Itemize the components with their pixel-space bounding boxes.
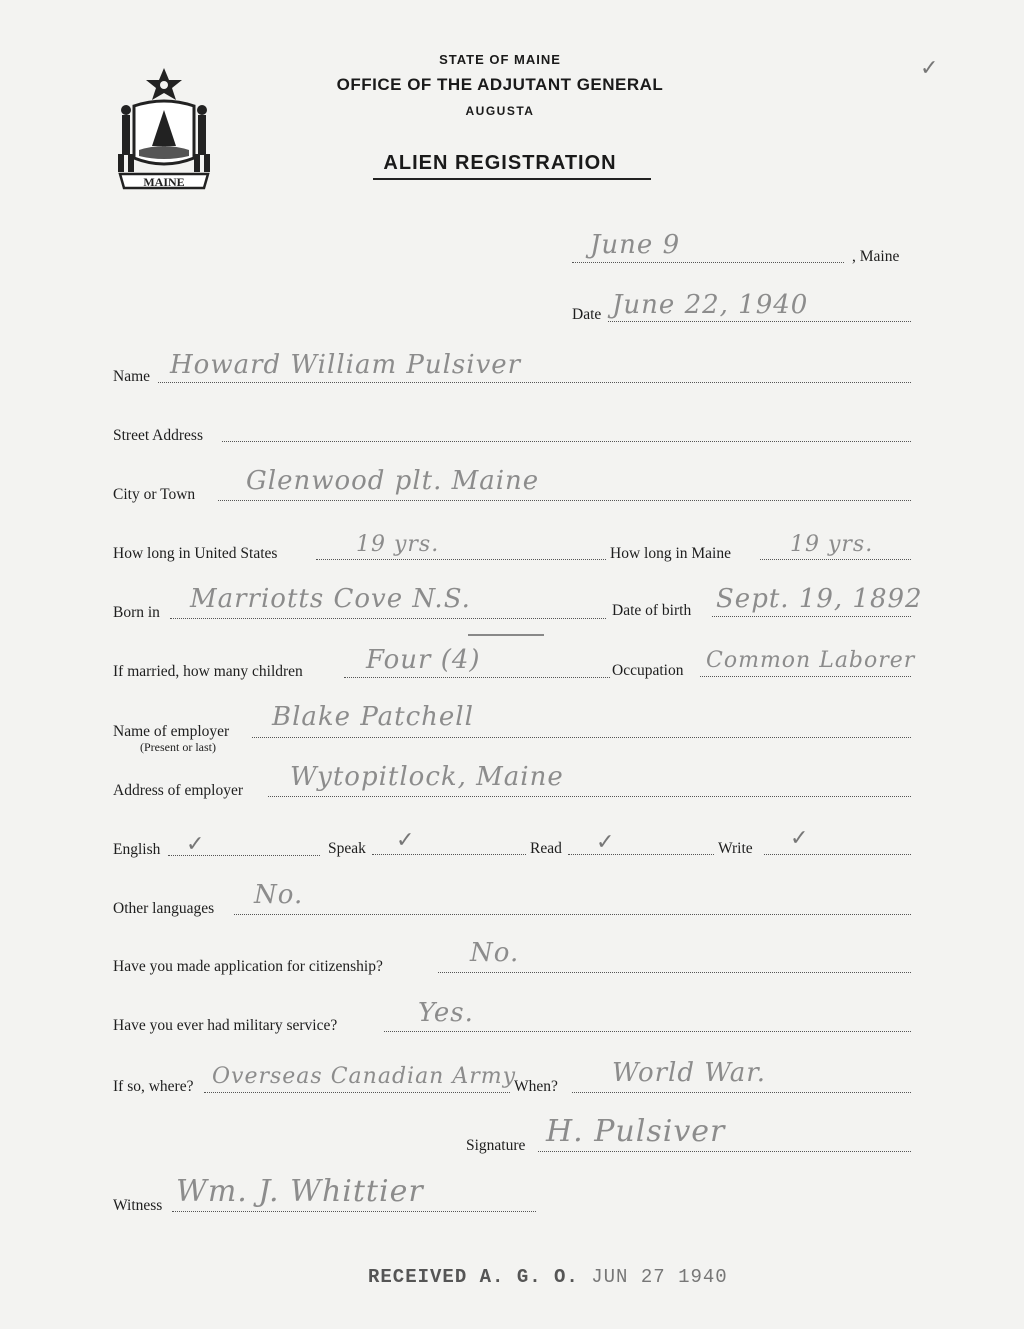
city-line xyxy=(218,500,911,501)
read-label: Read xyxy=(530,840,562,857)
occupation-entry: Common Laborer xyxy=(706,648,916,673)
citizenship-entry: No. xyxy=(470,938,520,968)
street-line xyxy=(222,441,911,442)
stamp-label: RECEIVED A. G. O. xyxy=(368,1266,579,1288)
born-underline-mark xyxy=(468,634,544,636)
witness-line xyxy=(172,1211,536,1212)
dob-entry: Sept. 19, 1892 xyxy=(716,584,923,614)
margin-check-mark: ✓ xyxy=(920,56,939,81)
stamp-date: JUN 27 1940 xyxy=(591,1266,728,1288)
how-long-maine-label: How long in Maine xyxy=(610,545,731,562)
form-title: ALIEN REGISTRATION xyxy=(383,152,617,174)
dob-line xyxy=(712,616,911,617)
name-entry: Howard William Pulsiver xyxy=(170,350,522,380)
write-check: ✓ xyxy=(790,826,809,851)
name-line xyxy=(158,382,911,383)
city-entry: Glenwood plt. Maine xyxy=(246,466,540,496)
signature-label: Signature xyxy=(466,1137,526,1154)
where-entry: Overseas Canadian Army xyxy=(212,1064,517,1089)
how-long-maine-entry: 19 yrs. xyxy=(790,532,874,557)
born-entry: Marriotts Cove N.S. xyxy=(190,584,471,614)
military-line xyxy=(384,1031,911,1032)
speak-label: Speak xyxy=(328,840,366,857)
occupation-line xyxy=(700,676,911,677)
signature-line xyxy=(538,1151,911,1152)
header-city: AUGUSTA xyxy=(465,104,535,118)
header-office: OFFICE OF THE ADJUTANT GENERAL xyxy=(336,75,664,94)
place-suffix: , Maine xyxy=(852,248,900,265)
when-label: When? xyxy=(514,1078,558,1095)
citizenship-line xyxy=(438,972,911,973)
speak-line xyxy=(372,854,526,855)
place-entry: June 9 xyxy=(590,230,681,260)
born-line xyxy=(170,618,606,619)
speak-check: ✓ xyxy=(396,828,415,853)
read-line xyxy=(568,854,714,855)
citizenship-label: Have you made application for citizenship? xyxy=(113,958,383,975)
how-long-us-label: How long in United States xyxy=(113,545,278,562)
witness-label: Witness xyxy=(113,1197,163,1214)
date-line xyxy=(608,321,911,322)
place-line xyxy=(572,262,844,263)
employer-address-line xyxy=(268,796,911,797)
witness-entry: Wm. J. Whittier xyxy=(176,1174,424,1209)
how-long-us-line xyxy=(316,559,606,560)
employer-line xyxy=(252,737,911,738)
military-entry: Yes. xyxy=(418,998,474,1028)
dob-label: Date of birth xyxy=(612,602,692,619)
write-line xyxy=(764,854,911,855)
city-label: City or Town xyxy=(113,486,196,503)
employer-note: (Present or last) xyxy=(140,740,216,754)
children-entry: Four (4) xyxy=(366,645,481,675)
employer-address-entry: Wytopitlock, Maine xyxy=(290,762,564,792)
employer-label: Name of employer xyxy=(113,723,230,740)
title-underline xyxy=(373,178,651,180)
read-check: ✓ xyxy=(596,830,615,855)
employer-entry: Blake Patchell xyxy=(272,702,474,732)
married-label: If married, how many children xyxy=(113,663,303,680)
name-label: Name xyxy=(113,368,151,385)
military-label: Have you ever had military service? xyxy=(113,1017,338,1034)
when-line xyxy=(572,1092,911,1093)
other-languages-label: Other languages xyxy=(113,900,215,917)
date-label: Date xyxy=(572,306,602,323)
seal-text: MAINE xyxy=(143,175,185,189)
write-label: Write xyxy=(718,840,753,857)
english-check: ✓ xyxy=(186,832,205,857)
english-label: English xyxy=(113,841,161,858)
header-state: STATE OF MAINE xyxy=(439,52,561,67)
when-entry: World War. xyxy=(612,1058,767,1088)
other-languages-entry: No. xyxy=(254,880,304,910)
other-languages-line xyxy=(234,914,911,915)
where-line xyxy=(204,1092,510,1093)
how-long-maine-line xyxy=(760,559,911,560)
received-stamp xyxy=(368,1266,728,1288)
how-long-us-entry: 19 yrs. xyxy=(356,532,440,557)
married-line xyxy=(344,677,610,678)
date-entry: June 22, 1940 xyxy=(612,290,809,320)
employer-address-label: Address of employer xyxy=(113,782,243,799)
occupation-label: Occupation xyxy=(612,662,684,679)
where-label: If so, where? xyxy=(113,1078,194,1095)
born-label: Born in xyxy=(113,604,160,621)
signature-entry: H. Pulsiver xyxy=(546,1114,726,1149)
street-label: Street Address xyxy=(113,427,203,444)
